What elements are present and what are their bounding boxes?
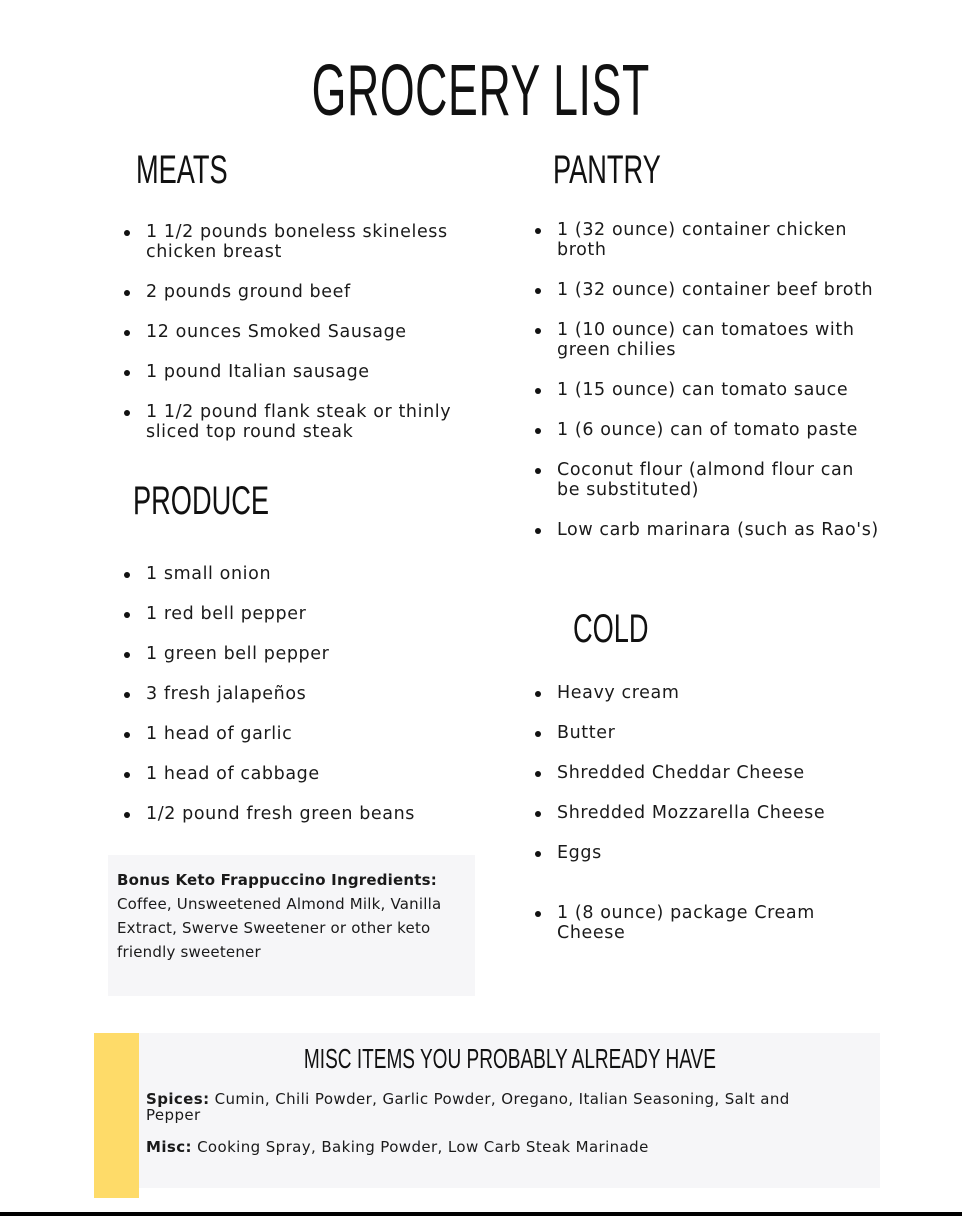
list-item: 1 (15 ounce) can tomato sauce: [533, 380, 883, 400]
spices-text: Cumin, Chili Powder, Garlic Powder, Oregano, Italian Seasoning, Salt and Pepper: [146, 1090, 790, 1124]
pantry-heading: [553, 148, 712, 192]
pantry-heading-text: PANTRY: [553, 148, 661, 192]
spices-label: Spices:: [146, 1090, 210, 1108]
page-title-text: GROCERY LIST: [311, 51, 651, 131]
cold-list: [533, 683, 883, 943]
list-item: Eggs: [533, 843, 883, 863]
produce-heading: [133, 479, 333, 523]
bonus-text: Coffee, Unsweetened Almond Milk, Vanilla Extract, Swerve Sweetener or other keto friendly sweetener: [117, 895, 442, 961]
list-item: 1 (32 ounce) container beef broth: [533, 280, 883, 300]
list-item: Shredded Cheddar Cheese: [533, 763, 883, 783]
cold-heading: [573, 607, 684, 651]
list-item: 12 ounces Smoked Sausage: [122, 322, 482, 342]
accent-bar: [94, 1033, 139, 1198]
list-item: Coconut flour (almond flour can be substituted): [533, 460, 883, 500]
meats-list: [122, 222, 482, 442]
produce-heading-text: PRODUCE: [133, 479, 270, 523]
list-item: 1 (8 ounce) package Cream Cheese: [533, 903, 883, 943]
bottom-rule: [0, 1212, 962, 1216]
list-item: 1 (32 ounce) container chicken broth: [533, 220, 883, 260]
list-item: 1 1/2 pound flank steak or thinly sliced top round steak: [122, 402, 482, 442]
cold-heading-text: COLD: [573, 607, 649, 651]
list-item: Low carb marinara (such as Rao's): [533, 520, 883, 540]
list-item: Shredded Mozzarella Cheese: [533, 803, 883, 823]
misc-text: Cooking Spray, Baking Powder, Low Carb Steak Marinade: [197, 1138, 649, 1156]
list-item: 1 small onion: [122, 564, 482, 584]
misc-heading-text: MISC ITEMS YOU PROBABLY ALREADY HAVE: [303, 1043, 716, 1074]
bonus-label: Bonus Keto Frappuccino Ingredients:: [117, 871, 437, 889]
list-item: Heavy cream: [533, 683, 883, 703]
list-item: Butter: [533, 723, 883, 743]
page-title: [0, 52, 962, 130]
list-item: 1 (10 ounce) can tomatoes with green chilies: [533, 320, 883, 360]
spices-line: [146, 1091, 846, 1123]
list-item: 1/2 pound fresh green beans: [122, 804, 482, 824]
meats-heading: [136, 148, 271, 192]
misc-heading: [139, 1042, 880, 1076]
list-item: 1 green bell pepper: [122, 644, 482, 664]
list-item: 1 head of garlic: [122, 724, 482, 744]
produce-list: [122, 564, 482, 824]
list-item: 1 head of cabbage: [122, 764, 482, 784]
list-item: 3 fresh jalapeños: [122, 684, 482, 704]
list-item: 2 pounds ground beef: [122, 282, 482, 302]
list-item: 1 pound Italian sausage: [122, 362, 482, 382]
misc-label: Misc:: [146, 1138, 192, 1156]
meats-heading-text: MEATS: [136, 148, 228, 192]
bonus-box: [108, 855, 475, 996]
pantry-list: [533, 220, 883, 540]
misc-line: [146, 1139, 846, 1155]
list-item: 1 (6 ounce) can of tomato paste: [533, 420, 883, 440]
list-item: 1 red bell pepper: [122, 604, 482, 624]
list-item: 1 1/2 pounds boneless skineless chicken breast: [122, 222, 482, 262]
